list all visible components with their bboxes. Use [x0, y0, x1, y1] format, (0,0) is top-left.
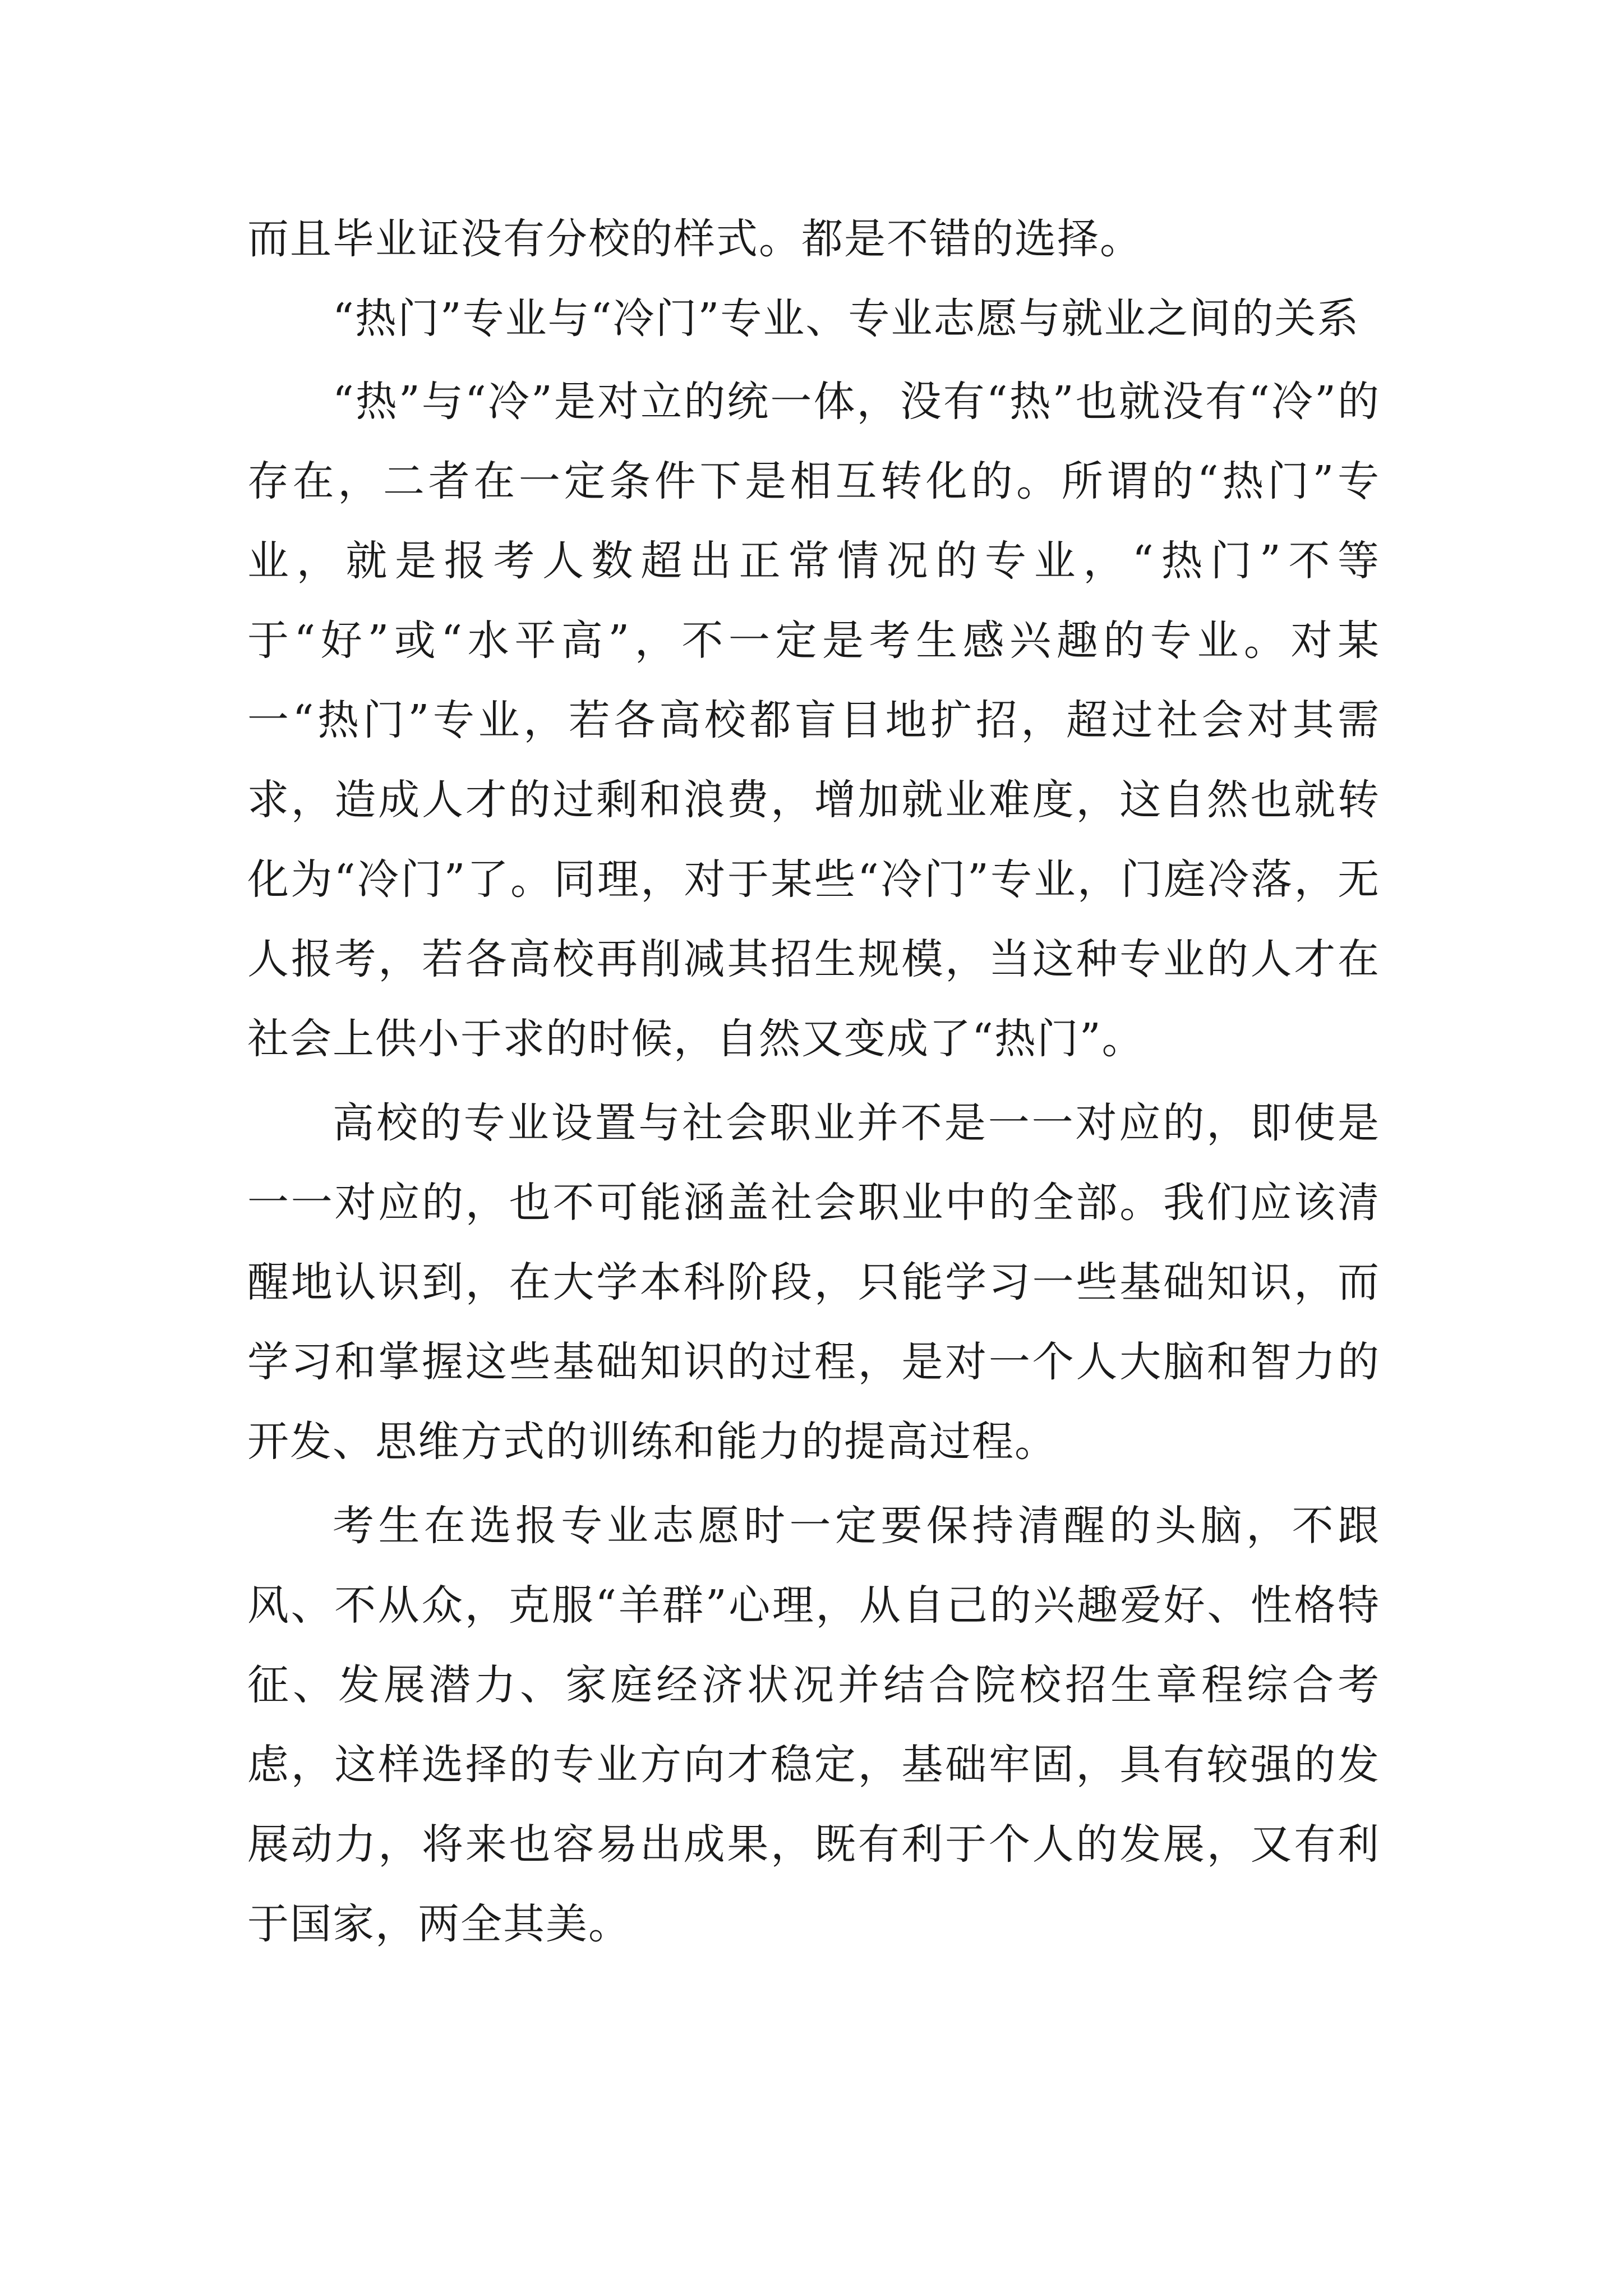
body-text [247, 199, 1380, 1964]
paragraph-continuation: 而且毕业证没有分校的样式。都是不错的选择。 [247, 215, 1142, 263]
paragraph-choosing-advice: 考生在选报专业志愿时一定要保持清醒的头脑，不跟风、不从众，克服“羊群”心理，从自己的兴趣爱好、性格特征、发展潜力、家庭经济状况并结合院校招生章程综合考虑，这样选择的专业方向才稳定，基础牢固，具有较强的发展动力，将来也容易出成果，既有利于个人的发展，又有利于国家，两全其美。 [247, 1502, 1380, 1948]
paragraph-hot-cold-relation: “热”与“冷”是对立的统一体，没有“热”也就没有“冷”的存在，二者在一定条件下是相互转化的。所谓的“热门”专业，就是报考人数超出正常情况的专业，“热门”不等于“好”或“水平高”，不一定是考生感兴趣的专业。对某一“热门”专业，若各高校都盲目地扩招，超过社会对其需求，造成人才的过剩和浪费，增加就业难度，这自然也就转化为“冷门”了。同理，对于某些“冷门”专业，门庭冷落，无人报考，若各高校再削减其招生规模，当这种专业的人才在社会上供小于求的时候，自然又变成了“热门”。 [247, 378, 1380, 1063]
paragraph-heading-hot-cold-majors: “热门”专业与“冷门”专业、专业志愿与就业之间的关系 [333, 295, 1360, 343]
paragraph-major-vs-career: 高校的专业设置与社会职业并不是一一对应的，即使是一一对应的，也不可能涵盖社会职业中的全部。我们应该清醒地认识到，在大学本科阶段，只能学习一些基础知识，而学习和掌握这些基础知识的过程，是对一个人大脑和智力的开发、思维方式的训练和能力的提高过程。 [247, 1099, 1380, 1466]
